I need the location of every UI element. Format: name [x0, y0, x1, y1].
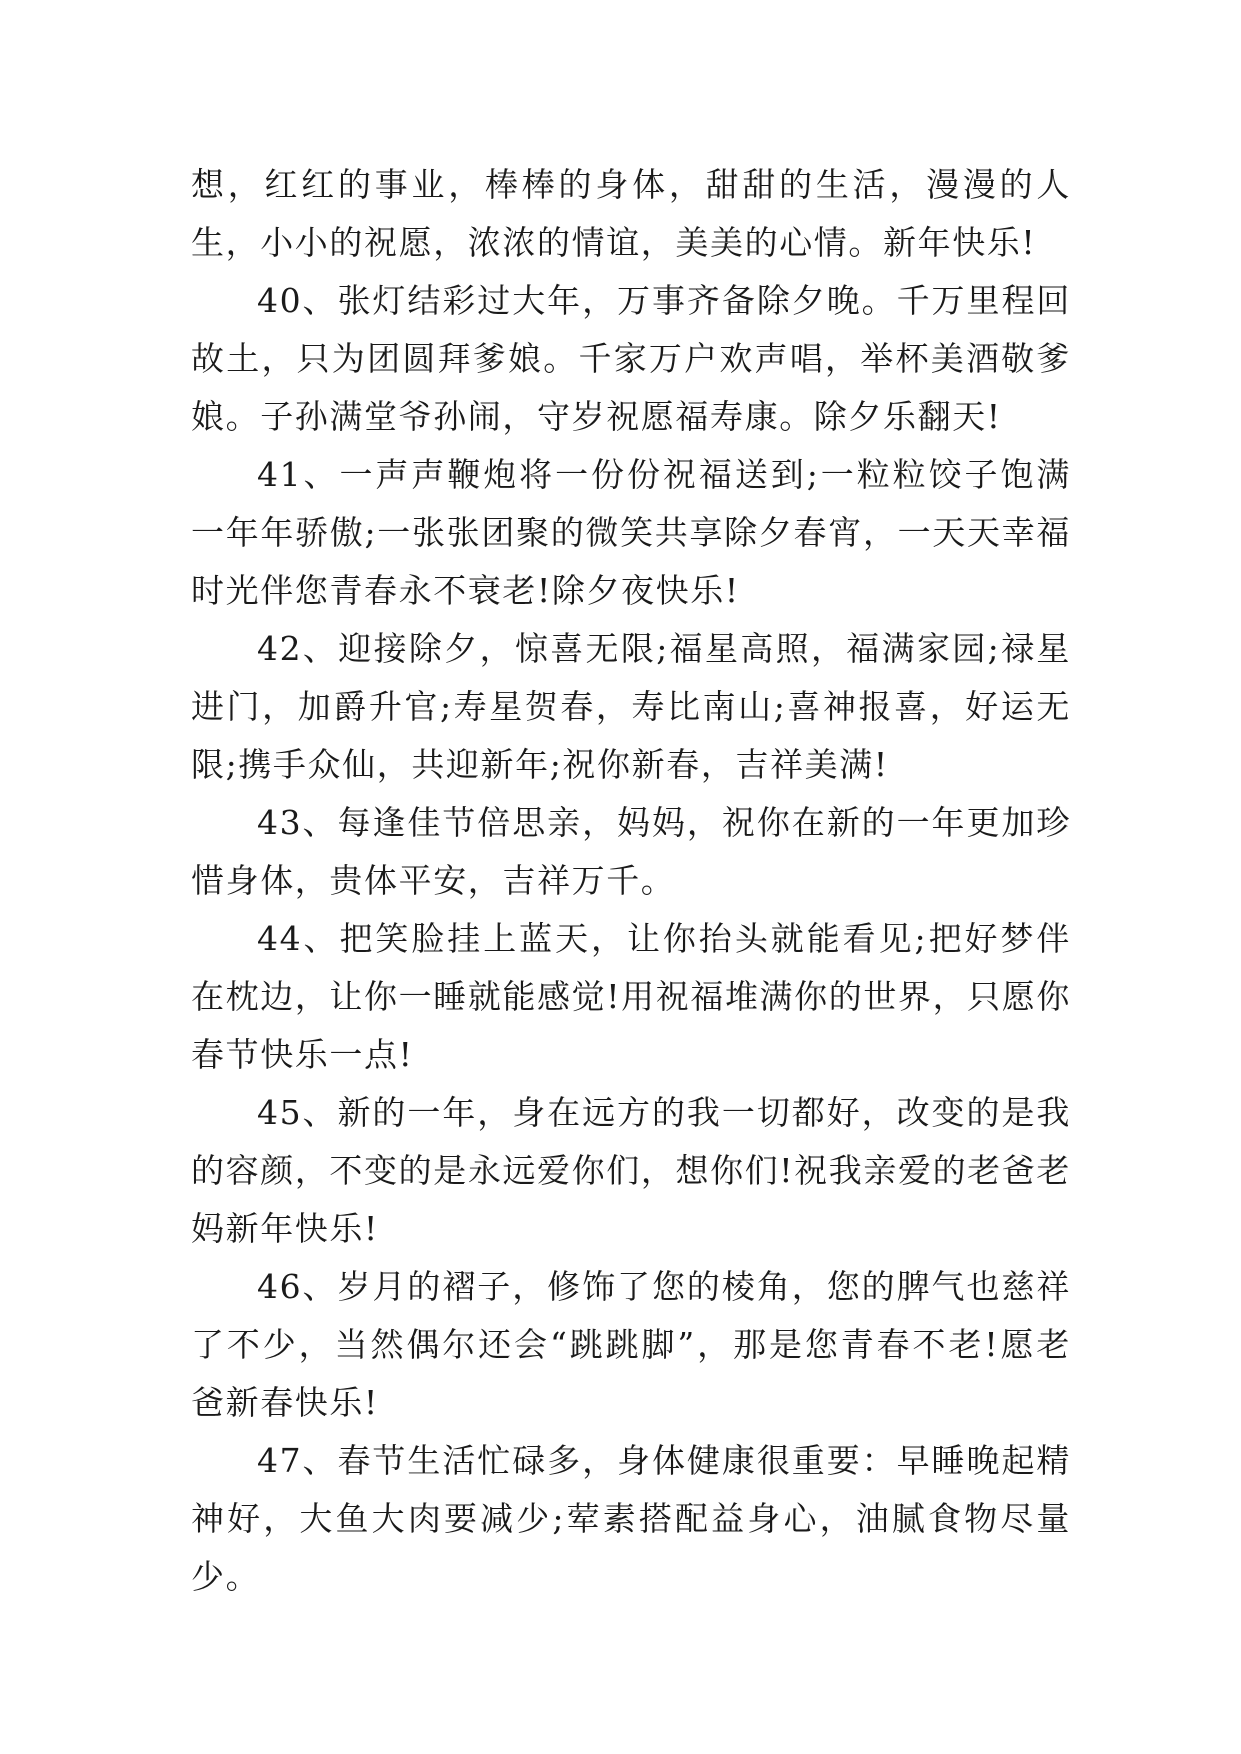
- paragraph-47: 47、春节生活忙碌多，身体健康很重要：早睡晚起精神好，大鱼大肉要减少;荤素搭配益身心，油腻食物尽量少。: [191, 1441, 1071, 1596]
- paragraph-44: 44、把笑脸挂上蓝天，让你抬头就能看见;把好梦伴在枕边，让你一睡就能感觉!用祝福堆满你的世界，只愿你春节快乐一点!: [191, 919, 1071, 1074]
- paragraph-43: 43、每逢佳节倍思亲，妈妈，祝你在新的一年更加珍惜身体，贵体平安，吉祥万千。: [191, 803, 1071, 900]
- paragraph-45: 45、新的一年，身在远方的我一切都好，改变的是我的容颜，不变的是永远爱你们，想你们!祝我亲爱的老爸老妈新年快乐!: [191, 1093, 1071, 1248]
- paragraph-41: 41、一声声鞭炮将一份份祝福送到;一粒粒饺子饱满一年年骄傲;一张张团聚的微笑共享除夕春宵，一天天幸福时光伴您青春永不衰老!除夕夜快乐!: [191, 455, 1071, 610]
- document-body: [191, 156, 1071, 1606]
- paragraph-continuation: 想，红红的事业，棒棒的身体，甜甜的生活，漫漫的人生，小小的祝愿，浓浓的情谊，美美的心情。新年快乐!: [191, 165, 1071, 262]
- paragraph-40: 40、张灯结彩过大年，万事齐备除夕晚。千万里程回故土，只为团圆拜爹娘。千家万户欢声唱，举杯美酒敬爹娘。子孙满堂爷孙闹，守岁祝愿福寿康。除夕乐翻天!: [191, 281, 1071, 436]
- paragraph-42: 42、迎接除夕，惊喜无限;福星高照，福满家园;禄星进门，加爵升官;寿星贺春，寿比南山;喜神报喜，好运无限;携手众仙，共迎新年;祝你新春，吉祥美满!: [191, 629, 1071, 784]
- paragraph-46: 46、岁月的褶子，修饰了您的棱角，您的脾气也慈祥了不少，当然偶尔还会“跳跳脚”，那是您青春不老!愿老爸新春快乐!: [191, 1267, 1071, 1422]
